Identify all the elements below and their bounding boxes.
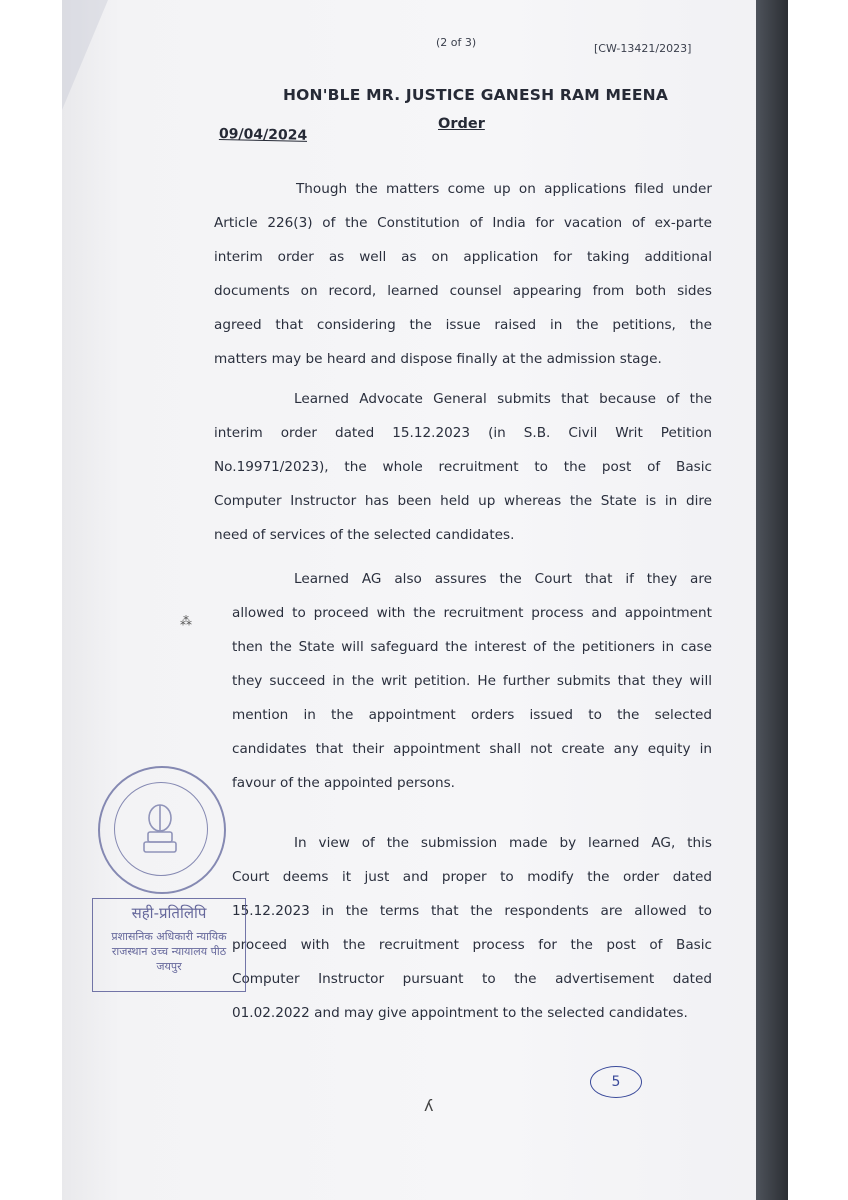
text-line: Though the matters come up on applications filed under: [296, 181, 712, 197]
text-line: Computer Instructor pursuant to the advertisement dated: [232, 971, 712, 987]
paragraph-4: [214, 826, 712, 1030]
text-line: No.19971/2023), the whole recruitment to the post of Basic: [214, 459, 712, 475]
signature-mark: ʎ: [424, 1096, 434, 1115]
text-line: need of services of the selected candidates.: [214, 527, 515, 543]
margin-mark: ⁂: [180, 614, 192, 628]
text-line: allowed to proceed with the recruitment process and appointment: [232, 605, 712, 621]
text-line: then the State will safeguard the interest of the petitioners in case: [232, 639, 712, 655]
order-heading: Order: [438, 116, 485, 132]
page-indicator: (2 of 3): [436, 36, 477, 49]
text-line: Learned Advocate General submits that because of the: [294, 391, 712, 407]
court-seal-stamp: [98, 766, 226, 894]
paragraph-3: [214, 562, 712, 800]
judge-name: HON'BLE MR. JUSTICE GANESH RAM MEENA: [283, 86, 669, 104]
text-line: 15.12.2023 in the terms that the respondents are allowed to: [232, 903, 712, 919]
text-line: 01.02.2022 and may give appointment to the selected candidates.: [232, 1005, 688, 1021]
stamp-line: राजस्थान उच्च न्यायालय पीठ: [111, 945, 227, 958]
text-line: matters may be heard and dispose finally at the admission stage.: [214, 351, 662, 367]
background-edge: [756, 0, 788, 1200]
text-line: Article 226(3) of the Constitution of India for vacation of ex-parte: [214, 215, 712, 231]
stamp-line: प्रशासनिक अधिकारी न्यायिक: [111, 930, 227, 943]
text-line: documents on record, learned counsel appearing from both sides: [214, 283, 712, 299]
stamp-title: सही-प्रतिलिपि: [131, 904, 207, 922]
text-line: they succeed in the writ petition. He further submits that they will: [232, 673, 712, 689]
order-date: 09/04/2024: [218, 126, 308, 144]
paragraph-2: [214, 382, 712, 552]
text-line: interim order dated 15.12.2023 (in S.B. Civil Writ Petition: [214, 425, 712, 441]
text-line: proceed with the recruitment process for the post of Basic: [232, 937, 712, 953]
text-line: interim order as well as on application for taking additional: [214, 249, 712, 265]
text-line: Learned AG also assures the Court that if they are: [294, 571, 712, 587]
case-number: [CW-13421/2023]: [594, 42, 692, 55]
paragraph-1: [214, 172, 712, 376]
text-line: favour of the appointed persons.: [232, 775, 455, 791]
page-number-mark: 5: [590, 1066, 642, 1098]
text-line: Court deems it just and proper to modify the order dated: [232, 869, 712, 885]
stamp-line: जयपुर: [156, 960, 182, 973]
text-line: Computer Instructor has been held up whereas the State is in dire: [214, 493, 712, 509]
page-fold-shadow: [62, 0, 108, 110]
text-line: In view of the submission made by learned AG, this: [294, 835, 712, 851]
text-line: mention in the appointment orders issued to the selected: [232, 707, 712, 723]
text-line: agreed that considering the issue raised in the petitions, the: [214, 317, 712, 333]
emblem-icon: [98, 766, 222, 890]
text-line: candidates that their appointment shall not create any equity in: [232, 741, 712, 757]
certified-copy-stamp: [92, 898, 246, 992]
